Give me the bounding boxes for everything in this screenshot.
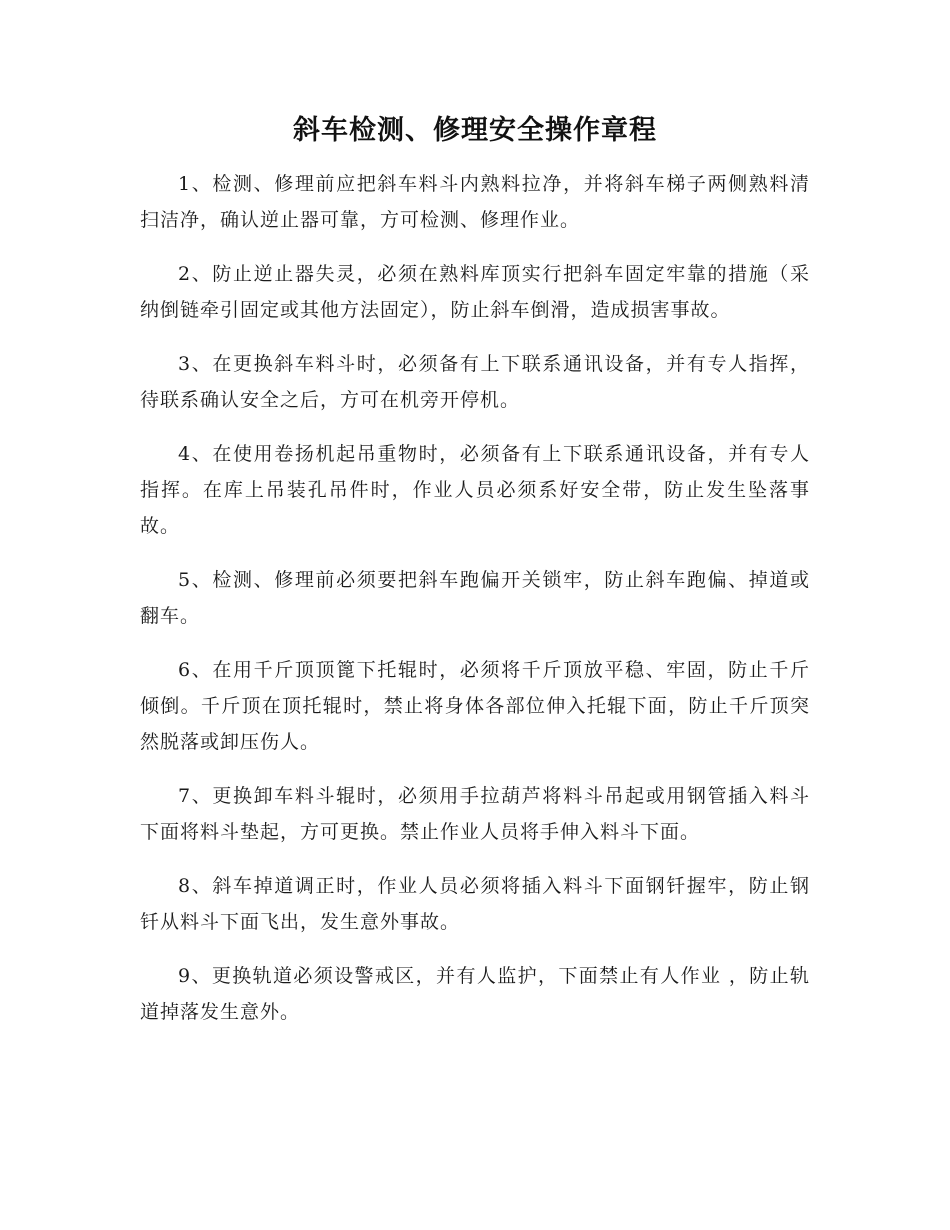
paragraph-1: 1、检测、修理前应把斜车料斗内熟料拉净，并将斜车梯子两侧熟料清扫洁净，确认逆止器可靠，方可检测、修理作业。: [140, 173, 810, 231]
paragraph-5: 5、检测、修理前必须要把斜车跑偏开关锁牢，防止斜车跑偏、掉道或翻车。: [140, 569, 810, 627]
paragraph-8: 8、斜车掉道调正时，作业人员必须将插入料斗下面钢钎握牢，防止钢钎从料斗下面飞出，发生意外事故。: [140, 875, 810, 933]
document-page: [140, 108, 810, 1048]
page-title: 斜车检测、修理安全操作章程: [293, 115, 657, 146]
paragraph-9: 9、更换轨道必须设警戒区，并有人监护，下面禁止有人作业 ，防止轨道掉落发生意外。: [140, 965, 810, 1023]
paragraph-3: 3、在更换斜车料斗时，必须备有上下联系通讯设备，并有专人指挥，待联系确认安全之后，方可在机旁开停机。: [140, 353, 810, 411]
paragraph-2: 2、防止逆止器失灵，必须在熟料库顶实行把斜车固定牢靠的措施（采纳倒链牵引固定或其他方法固定），防止斜车倒滑，造成损害事故。: [140, 263, 810, 321]
paragraph-4: 4、在使用卷扬机起吊重物时，必须备有上下联系通讯设备，并有专人指挥。在库上吊装孔吊件时，作业人员必须系好安全带，防止发生坠落事故。: [140, 443, 810, 537]
paragraph-6: 6、在用千斤顶顶篦下托辊时，必须将千斤顶放平稳、牢固，防止千斤倾倒。千斤顶在顶托辊时，禁止将身体各部位伸入托辊下面，防止千斤顶突然脱落或卸压伤人。: [140, 659, 810, 753]
paragraph-7: 7、更换卸车料斗辊时，必须用手拉葫芦将料斗吊起或用钢管插入料斗下面将料斗垫起，方可更换。禁止作业人员将手伸入料斗下面。: [140, 785, 810, 843]
